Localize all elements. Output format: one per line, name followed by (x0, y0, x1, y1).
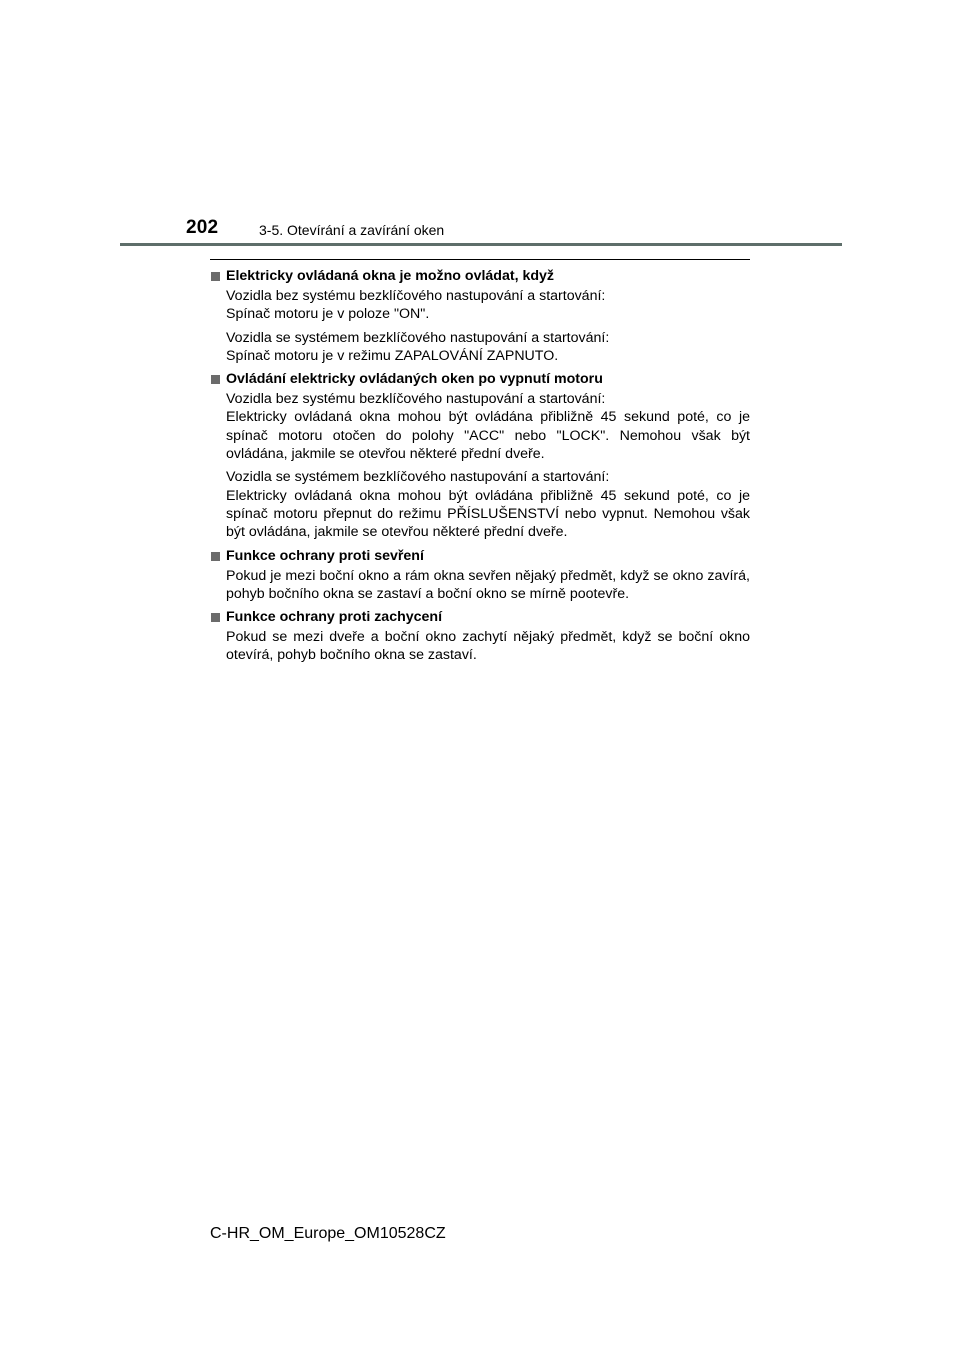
paragraph-intro: Vozidla bez systému bezklíčového nastupování a startování: (226, 391, 606, 408)
square-bullet-icon (211, 613, 220, 622)
section-heading (210, 547, 750, 566)
paragraph-body: Pokud je mezi boční okno a rám okna sevřen nějaký předmět, když se okno zavírá, pohyb bočního okna se zastaví a boční okno se mírně pootevře. (226, 567, 750, 602)
square-bullet-icon (211, 375, 220, 384)
square-bullet-icon (211, 272, 220, 281)
paragraph (210, 287, 750, 324)
paragraph-body: Spínač motoru je v režimu ZAPALOVÁNÍ ZAPNUTO. (226, 347, 559, 364)
paragraph-body: Spínač motoru je v poloze "ON". (226, 306, 430, 323)
section-catch-protection (210, 608, 750, 665)
page-number: 202 (186, 217, 219, 238)
section-operation-after-engine-off (210, 370, 750, 541)
section-jam-protection (210, 547, 750, 604)
top-rule (210, 259, 750, 260)
paragraph-body: Elektricky ovládaná okna mohou být ovládána přibližně 45 sekund poté, co je spínač motoru otočen do polohy "ACC" nebo "LOCK". Nemohou však být ovládána, jakmile se otevřou některé přední dveře. (226, 409, 750, 463)
section-heading-text: Funkce ochrany proti zachycení (226, 609, 443, 626)
square-bullet-icon (211, 552, 220, 561)
section-heading (210, 370, 750, 389)
section-title: 3-5. Otevírání a zavírání oken (259, 222, 445, 238)
header-rule (120, 243, 842, 246)
section-heading (210, 608, 750, 627)
section-power-window-conditions (210, 267, 750, 365)
content (210, 259, 750, 670)
footer-document-code: C-HR_OM_Europe_OM10528CZ (210, 1225, 446, 1242)
section-heading-text: Funkce ochrany proti sevření (226, 547, 424, 564)
paragraph-body: Pokud se mezi dveře a boční okno zachytí nějaký předmět, když se boční okno otevírá, pohyb bočního okna se zastaví. (226, 629, 750, 664)
paragraph (210, 628, 750, 665)
section-heading-text: Elektricky ovládaná okna je možno ovládat, když (226, 268, 555, 284)
paragraph-intro: Vozidla se systémem bezklíčového nastupování a startování: (226, 329, 610, 346)
section-heading-text: Ovládání elektricky ovládaných oken po vypnutí motoru (226, 371, 603, 388)
section-heading (210, 267, 750, 286)
paragraph (210, 468, 750, 541)
paragraph (210, 567, 750, 604)
paragraph-intro: Vozidla se systémem bezklíčového nastupování a startování: (226, 469, 610, 486)
paragraph-intro: Vozidla bez systému bezklíčového nastupování a startování: (226, 288, 606, 304)
paragraph (210, 390, 750, 463)
page-header (120, 216, 842, 246)
paragraph-body: Elektricky ovládaná okna mohou být ovládána přibližně 45 sekund poté, co je spínač motoru přepnut do režimu PŘÍSLUŠENSTVÍ nebo vypnut. Nemohou však být ovládána, jakmile se otevřou některé přední dveře. (226, 487, 750, 541)
paragraph (210, 329, 750, 366)
